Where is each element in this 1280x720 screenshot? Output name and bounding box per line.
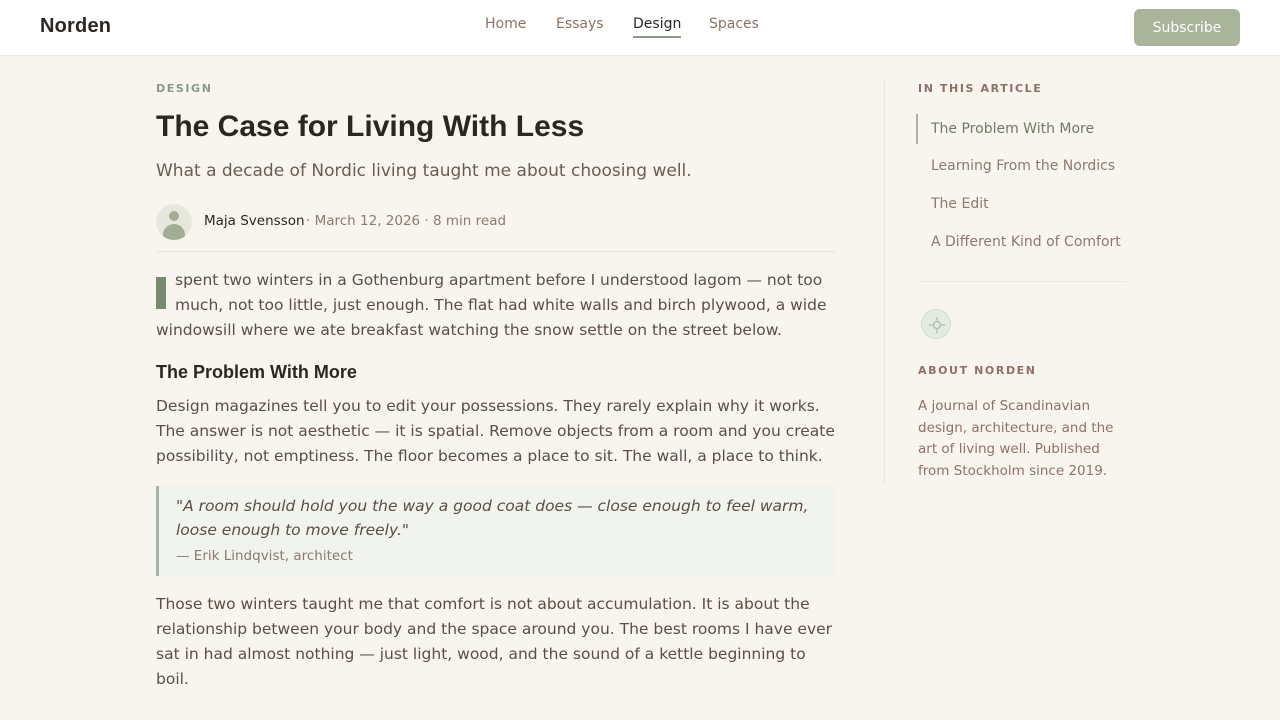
article-category[interactable]: DESIGN xyxy=(156,82,213,95)
byline xyxy=(156,204,836,252)
intro-paragraph xyxy=(156,268,836,343)
section-heading: The Problem With More xyxy=(156,362,357,382)
about-heading: ABOUT NORDEN xyxy=(918,364,1037,377)
toc-item-learning-from-nordics[interactable]: Learning From the Nordics xyxy=(931,158,1116,174)
article-title: The Case for Living With Less xyxy=(156,110,585,143)
nav-link-spaces[interactable]: Spaces xyxy=(709,16,759,32)
avatar-body-shape xyxy=(163,224,185,240)
about-text: A journal of Scandinavian design, architecture, and the art of living well. Published from Stockholm since 2019. xyxy=(918,398,1114,479)
subscribe-button[interactable]: Subscribe xyxy=(1134,9,1240,46)
quote-citation: — Erik Lindqvist, architect xyxy=(176,548,353,564)
toc-item-problem-with-more[interactable]: The Problem With More xyxy=(916,114,1094,144)
nav-link-home[interactable]: Home xyxy=(485,16,527,32)
toc-item-different-comfort[interactable]: A Different Kind of Comfort xyxy=(931,234,1121,250)
pull-quote xyxy=(156,486,836,576)
quote-text: "A room should hold you the way a good coat does — close enough to feel warm, loose enough to move freely." xyxy=(176,497,809,539)
article-meta: · March 12, 2026 · 8 min read xyxy=(306,213,507,229)
toc-item-the-edit[interactable]: The Edit xyxy=(931,196,989,212)
article-subtitle: What a decade of Nordic living taught me about choosing well. xyxy=(156,161,692,181)
intro-line-2: much, not too little, just enough. The flat had white walls and birch plywood, a wide xyxy=(175,296,827,314)
sidebar-divider xyxy=(918,281,1126,282)
intro-line-1: spent two winters in a Gothenburg apartment before I understood lagom — not too xyxy=(175,271,823,289)
article-sidebar xyxy=(884,80,1144,484)
nav-link-design[interactable]: Design xyxy=(633,16,681,38)
toc-heading: IN THIS ARTICLE xyxy=(918,82,1043,95)
section-paragraph: Design magazines tell you to edit your possessions. They rarely explain why it works. The answer is not aesthetic — it is spatial. Remove objects from a room and you create possibility, not emptiness. The floor becomes a place to sit. The wall, a place to think. xyxy=(156,397,835,465)
closing-paragraph: Those two winters taught me that comfort is not about accumulation. It is about the relationship between your body and the space around you. The best rooms I have ever sat in had almost nothing — just light, wood, and the sound of a kettle beginning to boil. xyxy=(156,595,833,688)
nav-link-essays[interactable]: Essays xyxy=(556,16,604,32)
intro-line-3: windowsill where we ate breakfast watching the snow settle on the street below. xyxy=(156,321,782,339)
author-name[interactable]: Maja Svensson xyxy=(204,213,305,229)
main-nav xyxy=(0,16,1280,42)
brand-logo[interactable]: Norden xyxy=(40,15,112,37)
top-navigation-bar xyxy=(0,0,1280,56)
author-avatar[interactable] xyxy=(156,204,192,240)
norden-mark-icon xyxy=(921,309,951,339)
avatar-head-shape xyxy=(169,211,179,221)
